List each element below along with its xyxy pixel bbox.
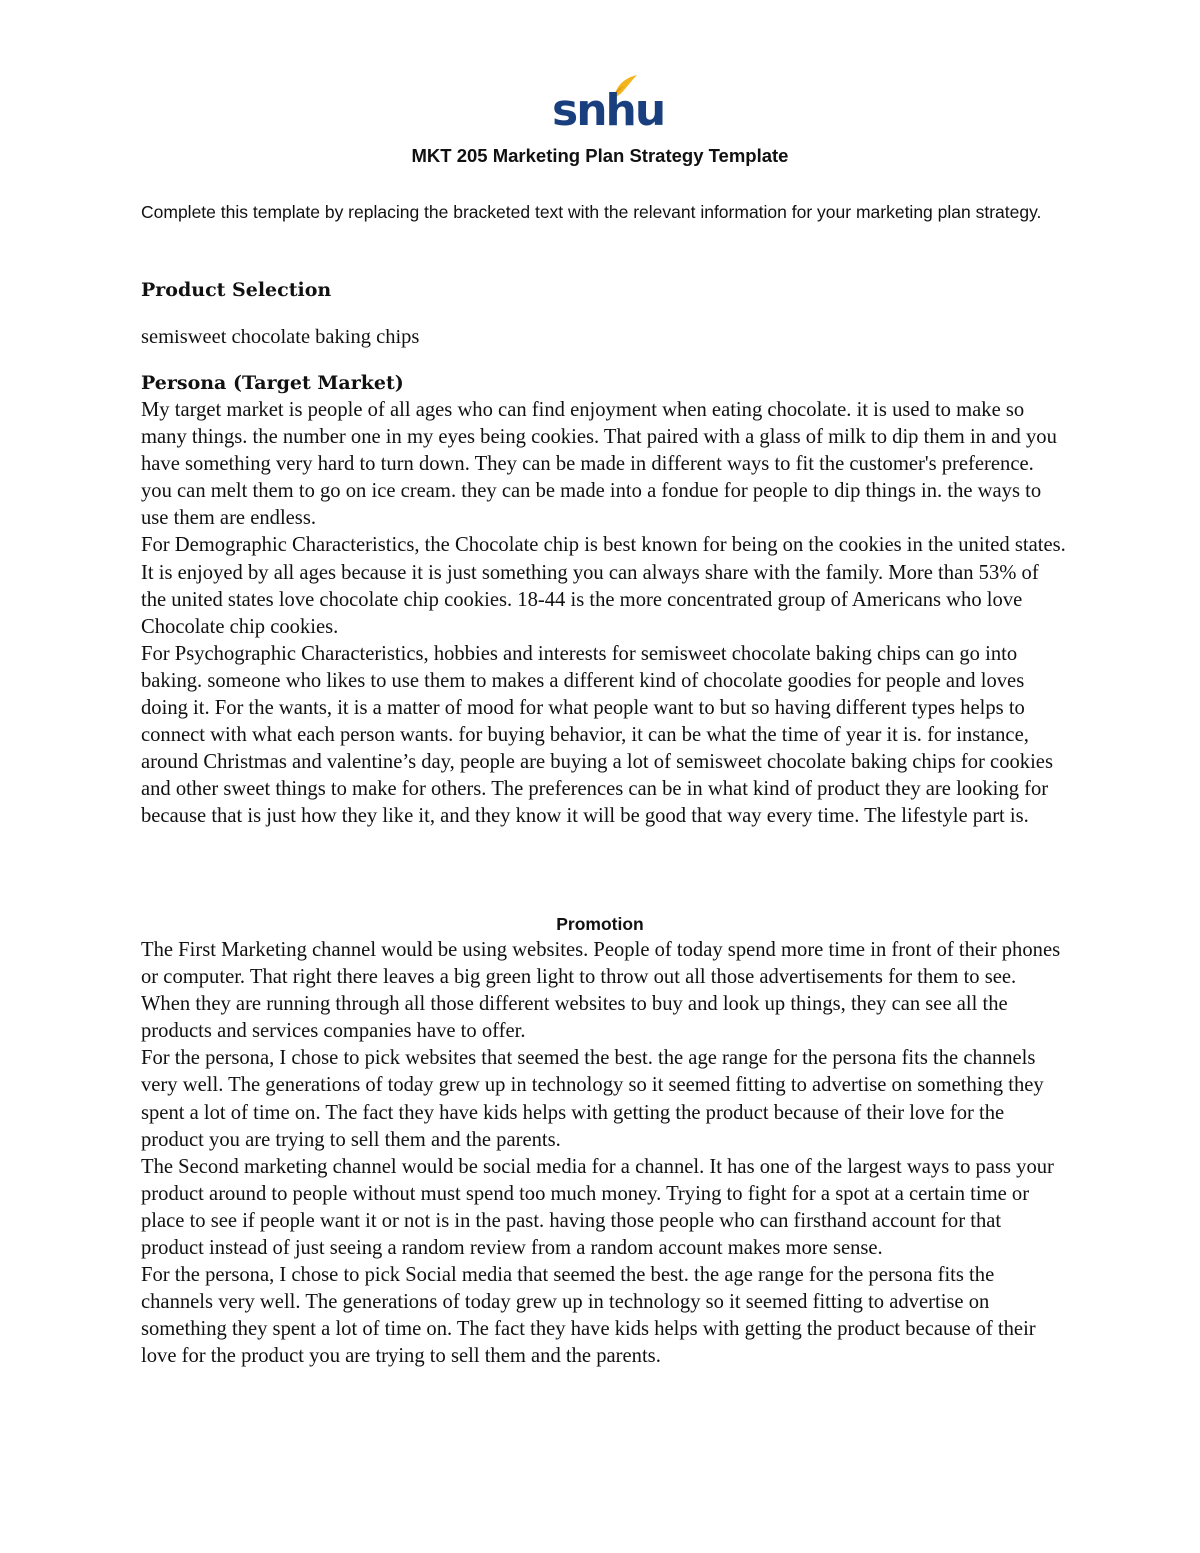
promotion-paragraph: The First Marketing channel would be using websites. People of today spend more time in front of their phones or computer. That right there leaves a big green light to throw out all those advertisements for them to see. When they are running through all those different websites to buy and look up things, they can see all the products and services companies have to offer. [141, 939, 1061, 1043]
instructions-text: Complete this template by replacing the bracketed text with the relevant information for your marketing plan strategy. [141, 202, 1042, 222]
document-title: MKT 205 Marketing Plan Strategy Template [411, 145, 789, 166]
persona-paragraph: For Psychographic Characteristics, hobbies and interests for semisweet chocolate baking chips can go into baking. someone who likes to use them to makes a different kind of chocolate goodies for people and loves doing it. For the wants, it is a matter of mood for what people want to but so having different types helps to connect with what each person wants. for buying behavior, it can be what the time of year it is. for instance, around Christmas and valentine’s day, people are buying a lot of semisweet chocolate baking chips for cookies and other sweet things to make for others. The preferences can be in what kind of product they are looking for because that is just how they like it, and they know it will be good that way every time. The lifestyle part is. [141, 642, 1053, 828]
promotion-paragraph: For the persona, I chose to pick websites that seemed the best. the age range for the persona fits the channels very well. The generations of today grew up in technology so it seemed fitting to advertise on something they spent a lot of time on. The fact they have kids helps with getting the product because of their love for the product you are trying to sell them and the parents. [141, 1047, 1044, 1151]
product-name: semisweet chocolate baking chips [141, 326, 420, 348]
persona-paragraph: My target market is people of all ages who can find enjoyment when eating chocolate. it is used to make so many things. the number one in my eyes being cookies. That paired with a glass of milk to dip them in and you have something very hard to turn down. They can be made in different ways to fit the customer's preference. you can melt them to go on ice cream. they can be made into a fondue for people to dip things in. the ways to use them are endless. [141, 399, 1057, 530]
product-selection-heading: Product Selection [141, 279, 332, 301]
persona-paragraph: For Demographic Characteristics, the Chocolate chip is best known for being on the cookies in the united states. It is enjoyed by all ages because it is just something you can always share with the family. More than 53% of the united states love chocolate chip cookies. 18-44 is the more concentrated group of Americans who love Chocolate chip cookies. [141, 534, 1066, 638]
persona-section [141, 397, 1066, 831]
logo-wordmark: snhu [552, 85, 665, 136]
snhu-logo [552, 74, 665, 136]
promotion-paragraph: The Second marketing channel would be social media for a channel. It has one of the largest ways to pass your product around to people without must spend too much money. Trying to fight for a spot at a certain time or place to see if people want it or not is in the past. having those people who can firsthand account for that product instead of just seeing a random review from a random account makes more sense. [141, 1155, 1054, 1260]
persona-heading: Persona (Target Market) [141, 372, 404, 394]
promotion-heading: Promotion [556, 914, 644, 934]
promotion-paragraph: For the persona, I chose to pick Social media that seemed the best. the age range for the persona fits the channels very well. The generations of today grew up in technology so it seemed fitting to advertise on something they spent a lot of time on. The fact they have kids helps with getting the product because of their love for the product you are trying to sell them and the parents. [141, 1264, 1036, 1368]
promotion-section [141, 937, 1066, 1371]
